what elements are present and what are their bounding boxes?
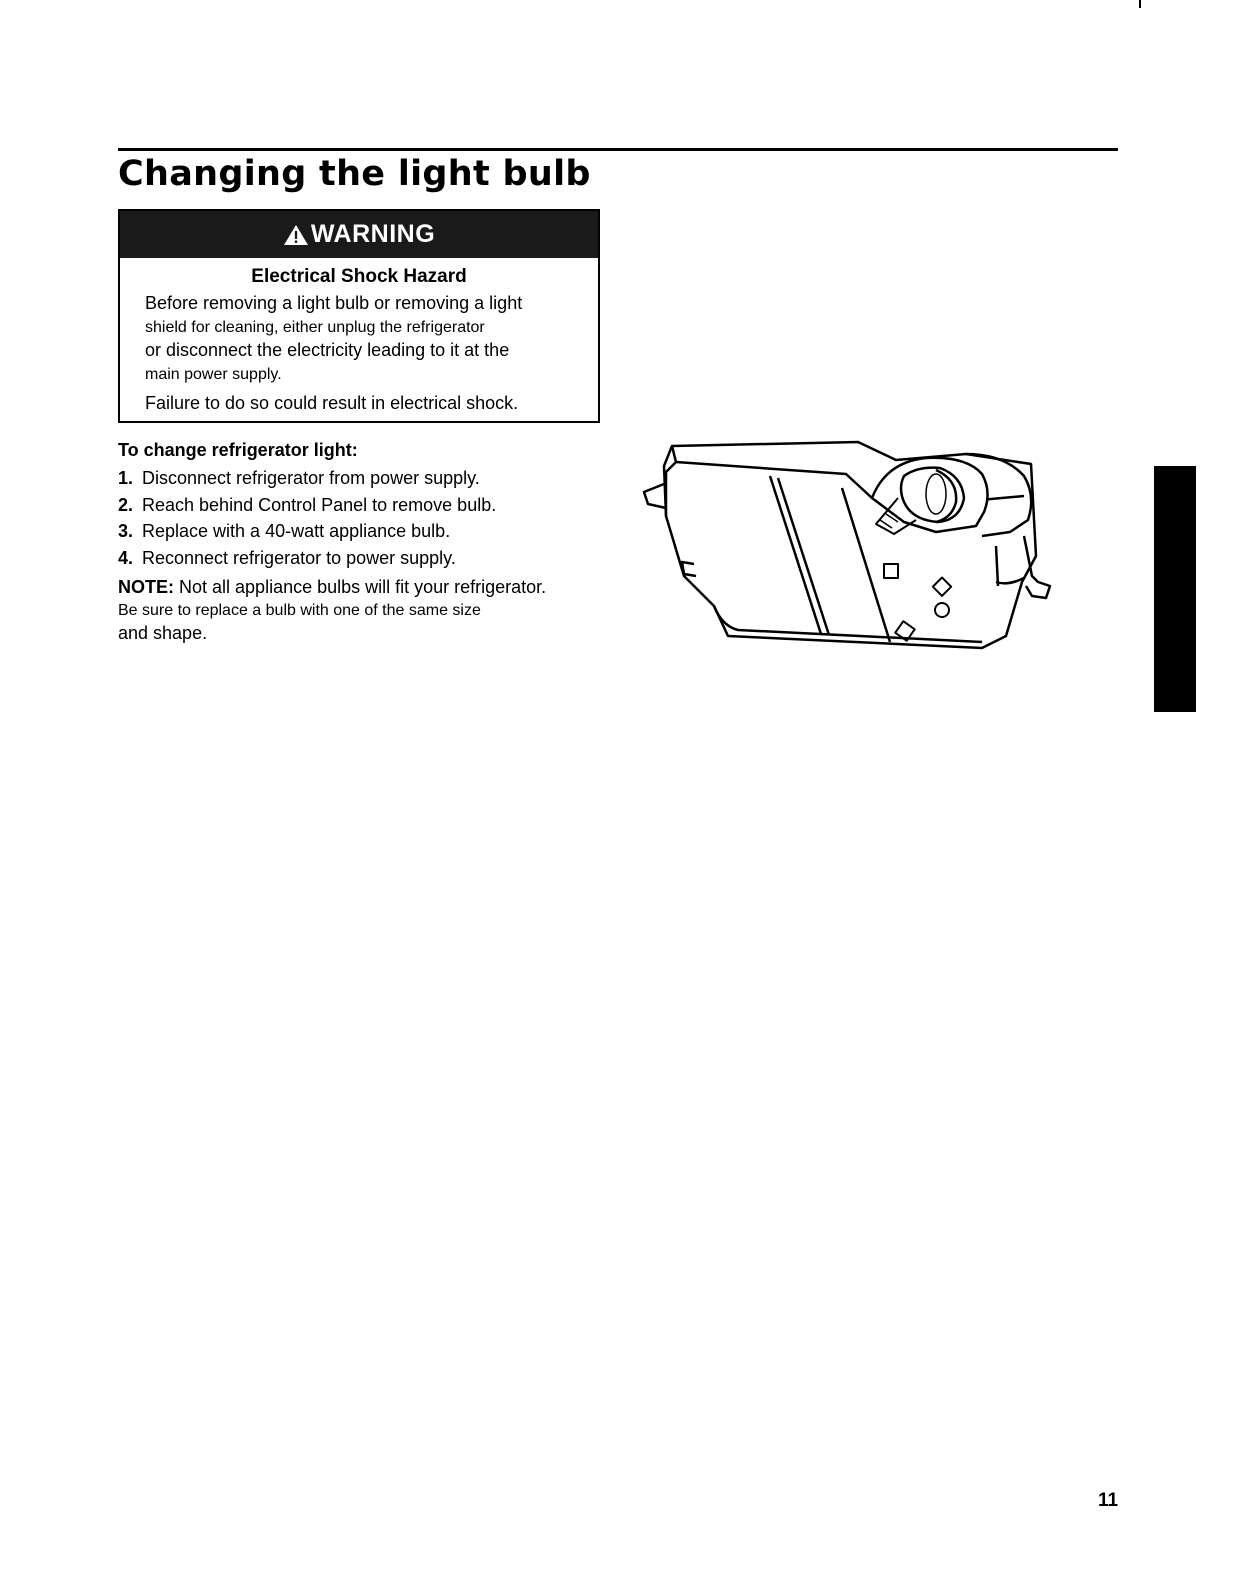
note-label: NOTE: (118, 577, 174, 597)
step-text: Disconnect refrigerator from power supply. (142, 468, 480, 488)
section-tab-marker (1154, 466, 1196, 712)
step-text: Reconnect refrigerator to power supply. (142, 547, 456, 568)
warning-line-1: Before removing a light bulb or removing a light (145, 293, 523, 313)
warning-line-4: main power supply. (145, 365, 282, 383)
step-number: 3. (118, 521, 134, 541)
instructions-heading: To change refrigerator light: (118, 440, 358, 460)
page-number: 11 (1098, 1490, 1119, 1511)
corner-mark (1139, 0, 1141, 8)
note-line-3: and shape. (118, 623, 208, 643)
warning-line-2: shield for cleaning, either unplug the refrigerator (145, 318, 485, 336)
step-number: 1. (118, 468, 134, 488)
instructions (118, 440, 608, 644)
light-shield-illustration (636, 436, 1056, 658)
step-number: 4. (118, 547, 134, 568)
note (118, 576, 608, 644)
step-text: Replace with a 40-watt appliance bulb. (142, 521, 451, 541)
list-item (118, 518, 608, 545)
step-text: Reach behind Control Panel to remove bulb. (142, 494, 497, 515)
warning-line-3: or disconnect the electricity leading to it at the (145, 340, 510, 360)
warning-body (120, 292, 598, 415)
warning-label: WARNING (310, 220, 436, 248)
header-rule (118, 148, 1118, 151)
list-item (118, 545, 608, 572)
warning-consequence: Failure to do so could result in electrical shock. (145, 393, 519, 413)
warning-subtitle: Electrical Shock Hazard (251, 266, 467, 287)
warning-banner (120, 211, 598, 258)
note-line-1: Not all appliance bulbs will fit your refrigerator. (179, 577, 547, 597)
list-item (118, 492, 608, 519)
warning-box (118, 209, 600, 423)
list-item (118, 465, 608, 492)
warning-triangle-icon (283, 223, 309, 247)
steps-list (118, 465, 608, 571)
step-number: 2. (118, 494, 134, 515)
page-title: Changing the light bulb (118, 154, 591, 194)
note-line-2: Be sure to replace a bulb with one of the same size (118, 602, 481, 619)
